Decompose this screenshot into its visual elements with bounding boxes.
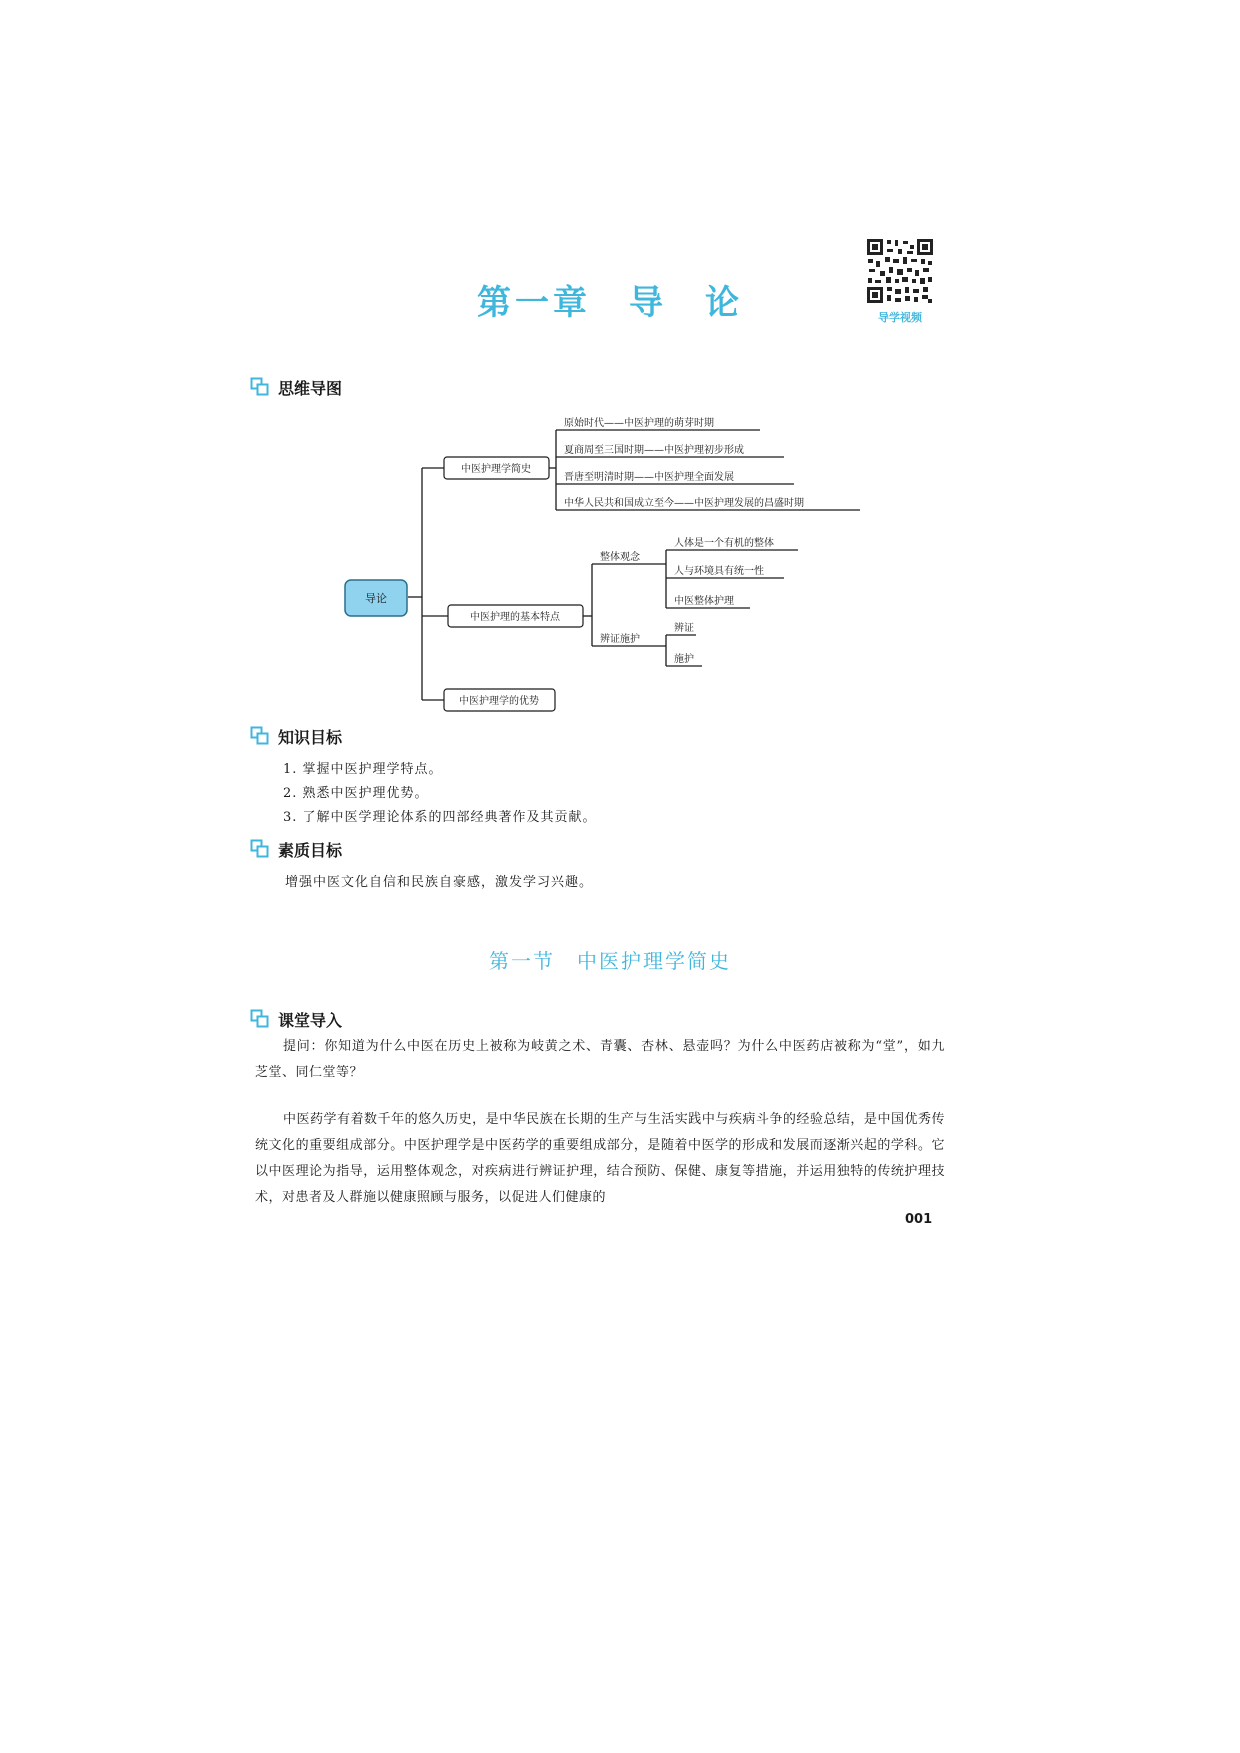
mind-map: [330, 400, 890, 720]
qr-caption: 导学视频: [878, 311, 922, 324]
section-label: 素质目标: [278, 840, 343, 860]
mindmap-syndrome-item: 施护: [674, 654, 694, 665]
qr-code-icon[interactable]: [865, 237, 935, 305]
mindmap-holism-item: 中医整体护理: [674, 596, 734, 607]
section-title: 第一节 中医护理学简史: [489, 949, 731, 973]
mindmap-branch-advantages-label: 中医护理学的优势: [459, 696, 539, 707]
section-marker-icon: [250, 726, 270, 746]
section-head-quality: [250, 838, 342, 860]
quality-goal: 增强中医文化自信和民族自豪感，激发学习兴趣。: [285, 875, 594, 890]
section-label: 课堂导入: [278, 1010, 343, 1030]
mindmap-syndrome-item: 辨证: [674, 623, 694, 634]
section-marker-icon: [250, 1009, 270, 1029]
mindmap-history-item: 夏商周至三国时期——中医护理初步形成: [564, 445, 744, 456]
knowledge-goal-item: 3. 了解中医学理论体系的四部经典著作及其贡献。: [283, 810, 597, 825]
page-number: 001: [905, 1212, 933, 1227]
knowledge-goal-item: 1. 掌握中医护理学特点。: [283, 762, 443, 777]
body-paragraph: 中医药学有着数千年的悠久历史，是中华民族在长期的生产与生活实践中与疾病斗争的经验总结，是中国优秀传统文化的重要组成部分。中医护理学是中医药学的重要组成部分，是随着中医学的形成和发展而逐渐兴起的学科。它以中医理论为指导，运用整体观念，对疾病进行辨证护理，结合预防、保健、康复等措施，并运用独特的传统护理技术，对患者及人群施以健康照顾与服务，以促进人们健康的: [255, 1112, 945, 1205]
mindmap-history-item: 晋唐至明清时期——中医护理全面发展: [564, 472, 734, 483]
mindmap-sub-syndrome: 辨证施护: [600, 634, 640, 645]
section-marker-icon: [250, 839, 270, 859]
mindmap-sub-holism: 整体观念: [600, 552, 640, 563]
mindmap-holism-item: 人与环境具有统一性: [674, 566, 764, 577]
mindmap-branch-features-label: 中医护理的基本特点: [470, 612, 560, 623]
mindmap-history-item: 原始时代——中医护理的萌芽时期: [564, 418, 714, 429]
mindmap-branch-history-label: 中医护理学简史: [461, 464, 531, 475]
section-label: 思维导图: [278, 378, 343, 398]
intro-question: 提问：你知道为什么中医在历史上被称为岐黄之术、青囊、杏林、悬壶吗？为什么中医药店被称为“堂”，如九芝堂、同仁堂等？: [255, 1039, 945, 1080]
section-marker-icon: [250, 377, 270, 397]
knowledge-goal-item: 2. 熟悉中医护理优势。: [283, 786, 429, 801]
section-label: 知识目标: [278, 727, 343, 747]
mindmap-history-item: 中华人民共和国成立至今——中医护理发展的昌盛时期: [564, 498, 804, 509]
mindmap-root-label: 导论: [365, 592, 387, 605]
section-head-knowledge: [250, 725, 342, 747]
chapter-title: 第一章 导 论: [477, 283, 743, 323]
section-head-mindmap: [250, 376, 342, 398]
mindmap-holism-item: 人体是一个有机的整体: [674, 538, 774, 549]
section-head-intro: [250, 1008, 342, 1030]
